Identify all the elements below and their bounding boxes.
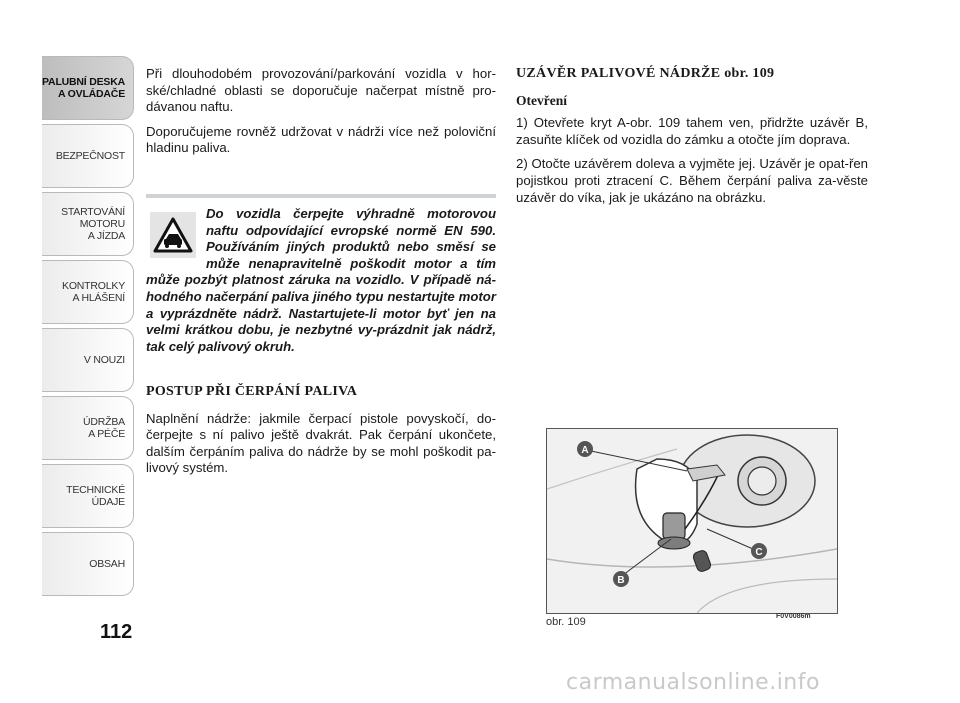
left-column-procedure xyxy=(146,384,496,485)
chapter-tabs xyxy=(42,56,134,600)
watermark: carmanualsonline.info xyxy=(566,670,820,695)
procedure-text: Naplnění nádrže: jakmile čerpací pistole povyskočí, do-čerpejte s ní palivo ještě dvakrát. Pak čerpání ukončete, dalším čerpáním paliva do nádrže by se mohl poškodit pa-livový systém. xyxy=(146,410,496,476)
fuel-cap-figure xyxy=(546,428,838,614)
fuel-cap-illustration xyxy=(547,429,837,613)
page-number: 112 xyxy=(100,621,133,643)
step-1: 1) Otevřete kryt A-obr. 109 tahem ven, přidržte uzávěr B, zasuňte klíček od vozidla do zámku a otočte jím doprava. xyxy=(516,115,868,147)
callout-a: A xyxy=(581,445,589,456)
tab-palubni-deska[interactable]: PALUBNÍ DESKA A OVLÁDAČE xyxy=(42,56,134,120)
callout-c: C xyxy=(755,547,763,558)
tab-startovani-motoru[interactable]: STARTOVÁNÍ MOTORU A JÍZDA xyxy=(42,192,134,256)
step-2: 2) Otočte uzávěrem doleva a vyjměte jej. Uzávěr je opat-řen pojistkou proti ztracení C. Během čerpání paliva za-věste uzávěr do víka, jak je ukázáno na obrázku. xyxy=(516,156,868,205)
warning-car-icon xyxy=(150,212,196,258)
warning-box xyxy=(146,194,496,355)
tab-bezpecnost[interactable]: BEZPEČNOST xyxy=(42,124,134,188)
tab-v-nouzi[interactable]: V NOUZI xyxy=(42,328,134,392)
left-column-intro xyxy=(146,66,496,165)
tab-technicke-udaje[interactable]: TECHNICKÉ ÚDAJE xyxy=(42,464,134,528)
warning-text: Do vozidla čerpejte výhradně motorovou naftu odpovídající evropské normě EN 590. Používáním jiných produktů nebo směsí se může nenapravitelně poškodit motor a tím může pozbýt platnost záruka na vozidlo. V případě ná-hodného načerpání paliva jiného typu nestartujte motor a vyprázdněte nádrž. Nastartujete-li motor byť jen na velmi krátkou dobu, je nezbytné vy-prázdnit jak nádrž, tak celý palivový okruh. xyxy=(146,206,496,354)
figure-code: F0V0086m xyxy=(776,613,811,620)
fuel-cap-heading: UZÁVĚR PALIVOVÉ NÁDRŽE obr. 109 xyxy=(516,66,775,81)
tab-udrzba[interactable]: ÚDRŽBA A PÉČE xyxy=(42,396,134,460)
paragraph-half-tank: Doporučujeme rovněž udržovat v nádrži více než poloviční hladinu paliva. xyxy=(146,123,496,156)
opening-subheading: Otevření xyxy=(516,92,567,108)
paragraph-mountain-fuel: Při dlouhodobém provozování/parkování vozidla v hor-ské/chladné oblasti se doporučuje načerpat místně pro-dávanou naftu. xyxy=(146,66,496,115)
callout-b: B xyxy=(617,575,625,586)
right-column xyxy=(516,66,868,214)
tab-kontrolky[interactable]: KONTROLKY A HLÁŠENÍ xyxy=(42,260,134,324)
tab-obsah[interactable]: OBSAH xyxy=(42,532,134,596)
figure-caption: obr. 109 xyxy=(546,616,586,628)
procedure-heading: POSTUP PŘI ČERPÁNÍ PALIVA xyxy=(146,384,358,399)
